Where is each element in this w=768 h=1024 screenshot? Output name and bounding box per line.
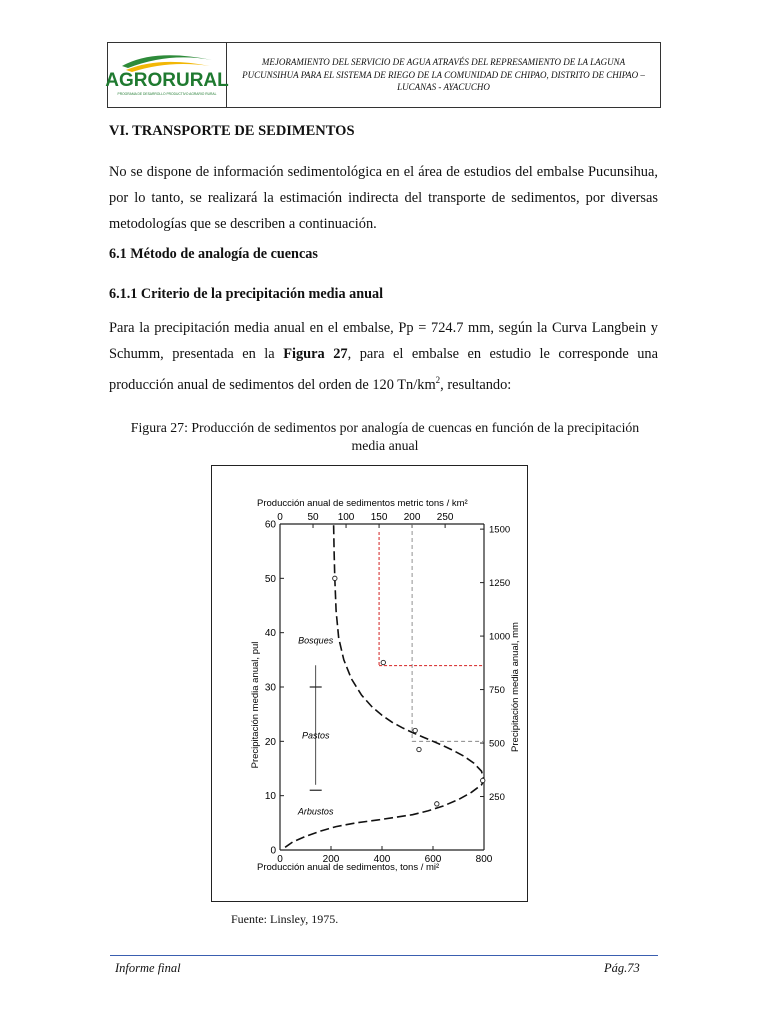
data-point (333, 576, 337, 580)
agrorural-logo (105, 43, 229, 107)
y-tick-label: 20 (264, 736, 276, 748)
footer-report-name: Informe final (115, 961, 181, 975)
agrorural-logo-image (105, 50, 229, 100)
sediment-chart (212, 466, 527, 901)
figure-frame (211, 465, 528, 902)
figure-reference: Figura 27 (283, 346, 348, 362)
y-tick-label: 50 (264, 573, 276, 585)
y2-axis-label: Precipitación media anual, mm (510, 622, 521, 752)
y2-tick-label: 1000 (489, 631, 511, 643)
x2-tick-label: 150 (370, 512, 388, 523)
x2-axis-label: Producción anual de sedimentos metric tons / km² (257, 498, 468, 509)
data-point (381, 660, 385, 664)
y-tick-label: 30 (264, 682, 276, 694)
data-point (413, 728, 417, 732)
data-point (435, 802, 439, 806)
body-paragraph (109, 315, 658, 398)
data-point (417, 747, 421, 751)
y-tick-label: 10 (264, 791, 276, 803)
footer-divider (110, 955, 658, 956)
figure-caption: Figura 27: Producción de sedimentos por analogía de cuencas en función de la precipitación media anual (130, 420, 640, 453)
x2-tick-label: 100 (337, 512, 355, 523)
paragraph-text-2: , para el embalse en estudio le corresponde una producción anual de sedimentos del orden de 120 Tn/km (109, 346, 659, 393)
paragraph-text-1: Para la precipitación media anual en el embalse, Pp = 724.7 mm, según la Curva Langbein y Schumm, presentada en la (109, 320, 658, 362)
zone-label-pastos: Pastos (301, 730, 330, 741)
section-title: VI. TRANSPORTE DE SEDIMENTOS (109, 123, 355, 139)
x-axis-label: Producción anual de sedimentos, tons / mi² (257, 862, 440, 873)
intro-paragraph: No se dispone de información sedimentológica en el área de estudios del embalse Pucunsihua, por lo tanto, se realizará la estimación indirecta del transporte de sedimentos, por diversas metodologías que se describen a continuación. (109, 164, 658, 232)
y-tick-label: 40 (264, 628, 276, 640)
y-tick-label: 0 (270, 845, 276, 857)
y2-tick-label: 750 (489, 685, 505, 697)
y2-tick-label: 500 (489, 738, 505, 750)
x-tick-label: 800 (475, 854, 493, 865)
y-axis-label: Precipitación media anual, pul (250, 641, 261, 769)
logo-text: AGRORURAL (105, 70, 229, 91)
y2-tick-label: 1250 (489, 578, 511, 590)
project-title: MEJORAMIENTO DEL SERVICIO DE AGUA ATRAVÉS DEL REPRESAMIENTO DE LA LAGUNA PUCUNSIHUA PARA EL SISTEMA DE RIEGO DE LA COMUNIDAD DE CHIPAO, DISTRITO DE CHIPAO – LUCANAS - AYACUCHO (242, 57, 645, 93)
x2-tick-label: 50 (307, 512, 319, 523)
figure-source: Fuente: Linsley, 1975. (231, 912, 339, 926)
subsection-title: 6.1 Método de analogía de cuencas (109, 246, 318, 262)
x-tick-label: 0 (277, 854, 283, 865)
x2-tick-label: 0 (277, 512, 283, 523)
superscript: 2 (435, 375, 441, 385)
y-tick-label: 60 (264, 519, 276, 531)
document-header (107, 42, 661, 108)
y2-tick-label: 250 (489, 792, 505, 804)
sediment-curve-series-0 (285, 524, 484, 847)
footer-page-number: Pág.73 (604, 961, 640, 975)
x-tick-label: 600 (424, 854, 442, 865)
x2-tick-label: 200 (403, 512, 421, 523)
y2-tick-label: 1500 (489, 524, 511, 536)
x2-tick-label: 250 (436, 512, 454, 523)
data-point (481, 778, 485, 782)
x-tick-label: 200 (322, 854, 340, 865)
zone-label-bosques: Bosques (298, 635, 334, 646)
x-tick-label: 400 (373, 854, 391, 865)
paragraph-text-3: , resultando: (440, 376, 512, 393)
zone-label-arbustos: Arbustos (297, 806, 334, 817)
logo-tagline: PROGRAMA DE DESARROLLO PRODUCTIVO AGRARIO RURAL (117, 92, 217, 96)
subsubsection-title: 6.1.1 Criterio de la precipitación media anual (109, 286, 384, 302)
